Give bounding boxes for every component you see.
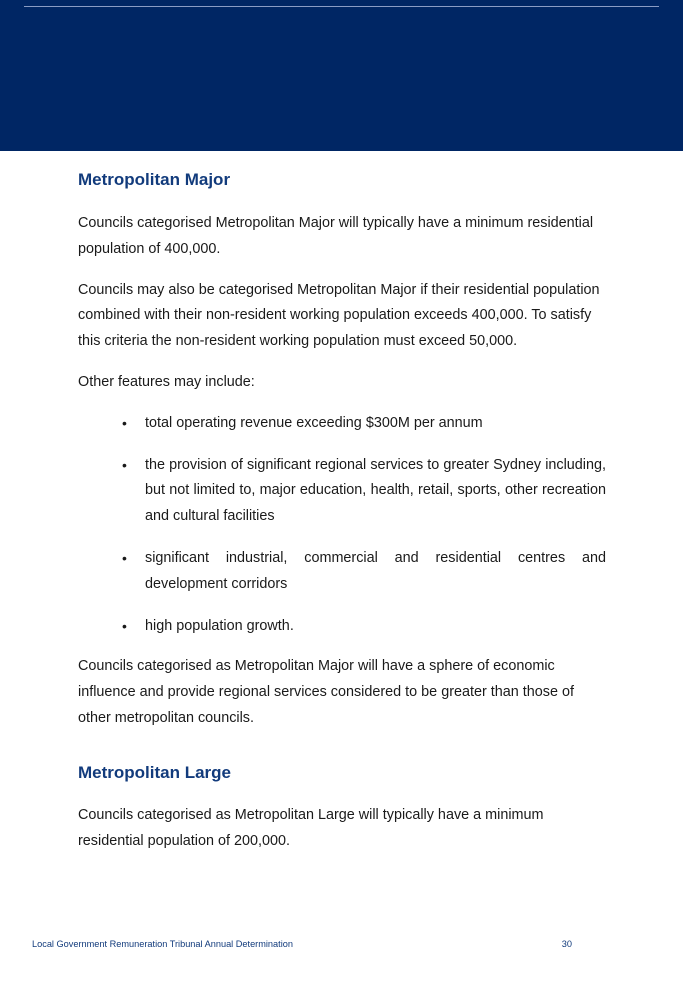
page-footer (32, 939, 577, 949)
list-item: • high population growth. (145, 614, 606, 640)
list-item: • significant industrial, commercial and residential centres and development corridors (145, 546, 606, 598)
section-heading-metropolitan-large: Metropolitan Large (78, 762, 232, 782)
list-item: • total operating revenue exceeding $300M per annum (145, 411, 606, 437)
bullet-icon: • (122, 549, 127, 566)
paragraph-combined-population: Councils may also be categorised Metropolitan Major if their residential population combined with their non-resident working population exceeds 400,000. To satisfy this criteria the non-resident working population must exceed 50,000. (78, 281, 600, 350)
footer-title: Local Government Remuneration Tribunal Annual Determination (32, 939, 293, 949)
features-list (78, 411, 606, 640)
paragraph-features-intro: Other features may include: (78, 373, 255, 390)
header-divider (24, 6, 659, 7)
page-content (78, 165, 606, 854)
bullet-icon: • (122, 414, 127, 431)
paragraph-minimum-population: Councils categorised Metropolitan Major will typically have a minimum residential population of 400,000. (78, 215, 594, 257)
paragraph-large-minimum-population: Councils categorised as Metropolitan Large will typically have a minimum residential population of 200,000. (78, 806, 544, 849)
header-band (0, 0, 683, 151)
page-number: 30 (561, 939, 572, 949)
bullet-icon: • (122, 456, 127, 473)
bullet-icon: • (122, 617, 127, 634)
list-item: • the provision of significant regional services to greater Sydney including, but not limited to, major education, health, retail, sports, other recreation and cultural facilities (145, 453, 606, 530)
section-heading-metropolitan-major: Metropolitan Major (78, 170, 231, 189)
paragraph-sphere-of-influence: Councils categorised as Metropolitan Major will have a sphere of economic influence and provide regional services considered to be greater than those of other metropolitan councils. (78, 658, 574, 726)
